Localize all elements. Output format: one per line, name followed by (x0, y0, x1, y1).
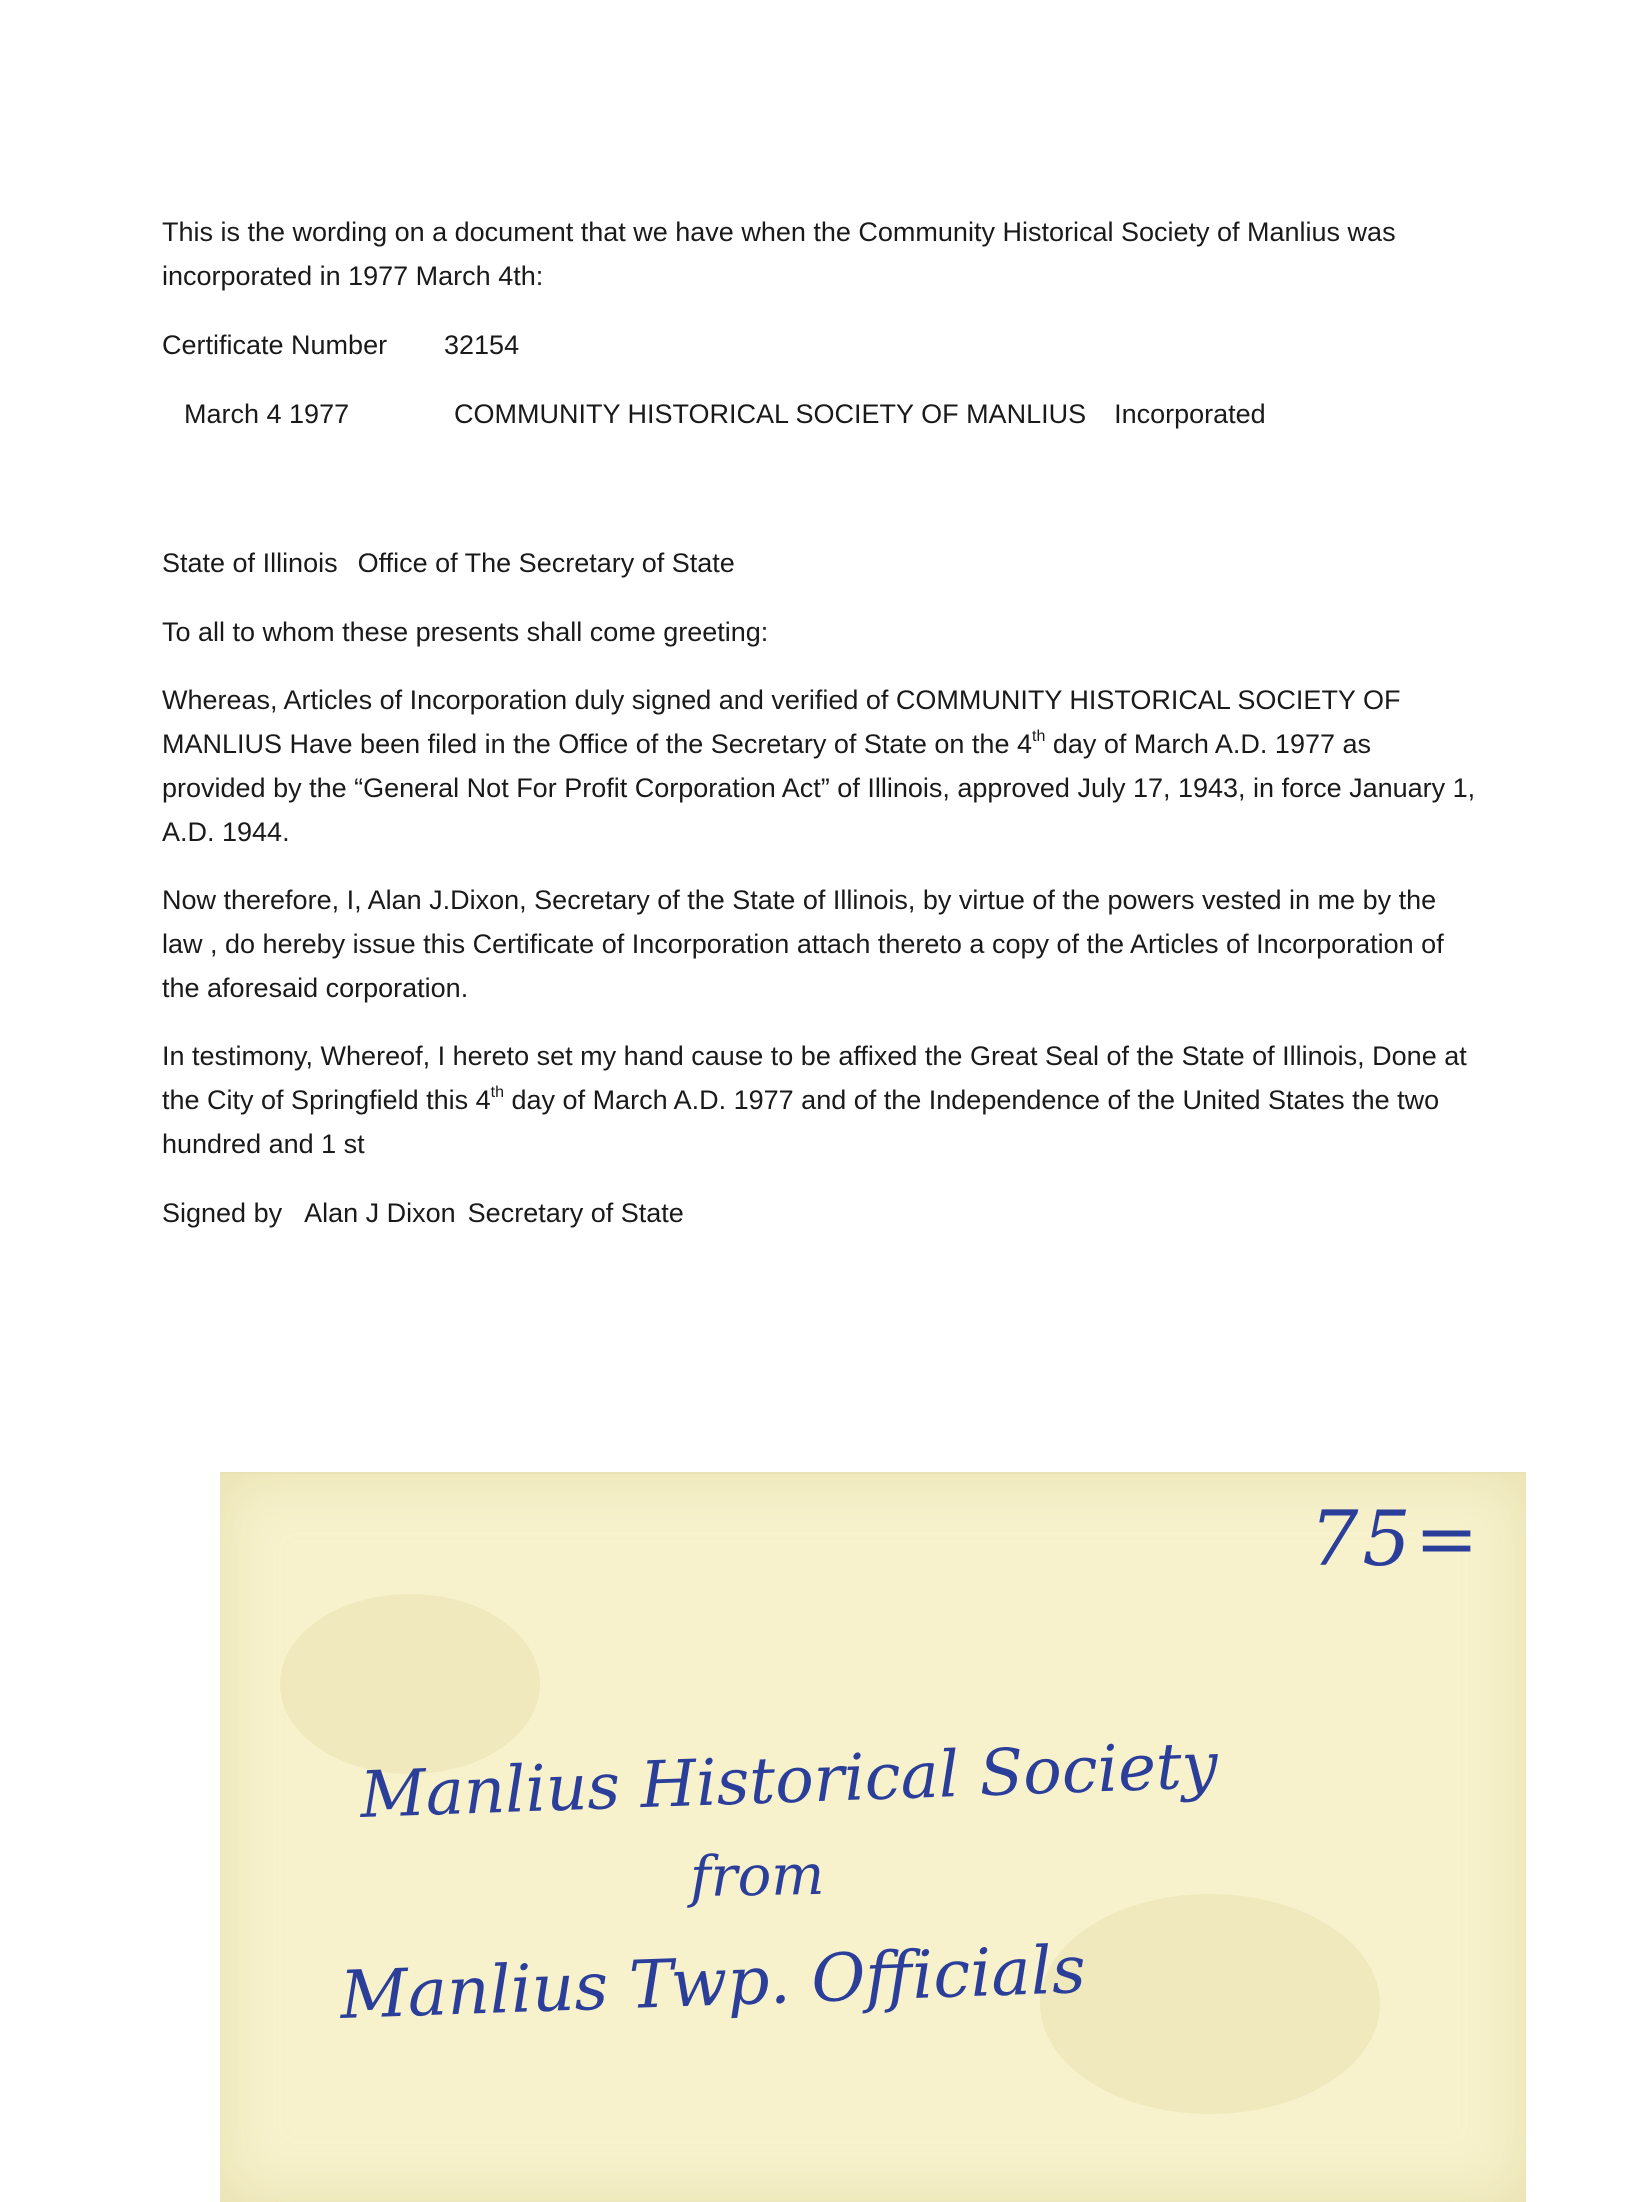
envelope-stain (1040, 1894, 1380, 2114)
signed-label: Signed by (162, 1198, 283, 1228)
whereas-superscript: th (1032, 728, 1046, 745)
dated-status: Incorporated (1114, 399, 1266, 429)
envelope-image (220, 1472, 1526, 2202)
testimony-part2: day of March A.D. 1977 and of the Independence of the United States the two hundred and 1 st (162, 1085, 1440, 1159)
whereas-part1: Whereas, Articles of Incorporation duly signed and verified of COMMUNITY HISTORICAL SOCIETY OF MANLIUS Have been filed in the Office of the Secretary of State on the 4 (162, 685, 1401, 759)
certificate-label: Certificate Number (162, 330, 388, 360)
dated-date: March 4 1977 (184, 399, 350, 429)
now-therefore-paragraph: Now therefore, I, Alan J.Dixon, Secretary of the State of Illinois, by virtue of the powers vested in me by the law , do hereby issue this Certificate of Incorporation attach thereto a copy of the Articles of Incorporation of the aforesaid corporation. (162, 885, 1444, 1003)
state-line (162, 541, 1482, 585)
dated-organization: COMMUNITY HISTORICAL SOCIETY OF MANLIUS (454, 399, 1087, 429)
testimony-paragraph (162, 1034, 1482, 1166)
envelope-price-handwriting: 75= (1310, 1494, 1483, 1583)
envelope-stain (280, 1594, 540, 1774)
certificate-number: 32154 (444, 330, 520, 360)
state-office: Office of The Secretary of State (357, 548, 735, 578)
testimony-part1: In testimony, Whereof, I hereto set my hand cause to be affixed the Great Seal of the State of Illinois, Done at the City of Springfield this 4 (162, 1041, 1467, 1115)
handwritten-line-3: Manlius Twp. Officials (338, 1931, 1087, 2034)
testimony-superscript: th (490, 1084, 505, 1101)
document-body (162, 210, 1482, 1235)
handwritten-line-1: Manlius Historical Society (358, 1729, 1219, 1833)
whereas-part2: day of March A.D. 1977 as provided by the “General Not For Profit Corporation Act” of Illinois, approved July 17, 1943, in force January 1, A.D. 1944. (162, 729, 1476, 847)
intro-paragraph: This is the wording on a document that we have when the Community Historical Society of Manlius was incorporated in 1977 March 4th: (162, 217, 1396, 291)
greeting-line: To all to whom these presents shall come greeting: (162, 617, 769, 647)
certificate-line (162, 323, 1482, 367)
signed-line (162, 1191, 1482, 1235)
handwritten-line-2: from (689, 1842, 825, 1911)
state-name: State of Illinois (162, 548, 338, 578)
dated-line (162, 392, 1482, 436)
signed-name: Alan J Dixon (304, 1198, 456, 1228)
signed-title: Secretary of State (467, 1198, 684, 1228)
whereas-paragraph (162, 678, 1482, 854)
